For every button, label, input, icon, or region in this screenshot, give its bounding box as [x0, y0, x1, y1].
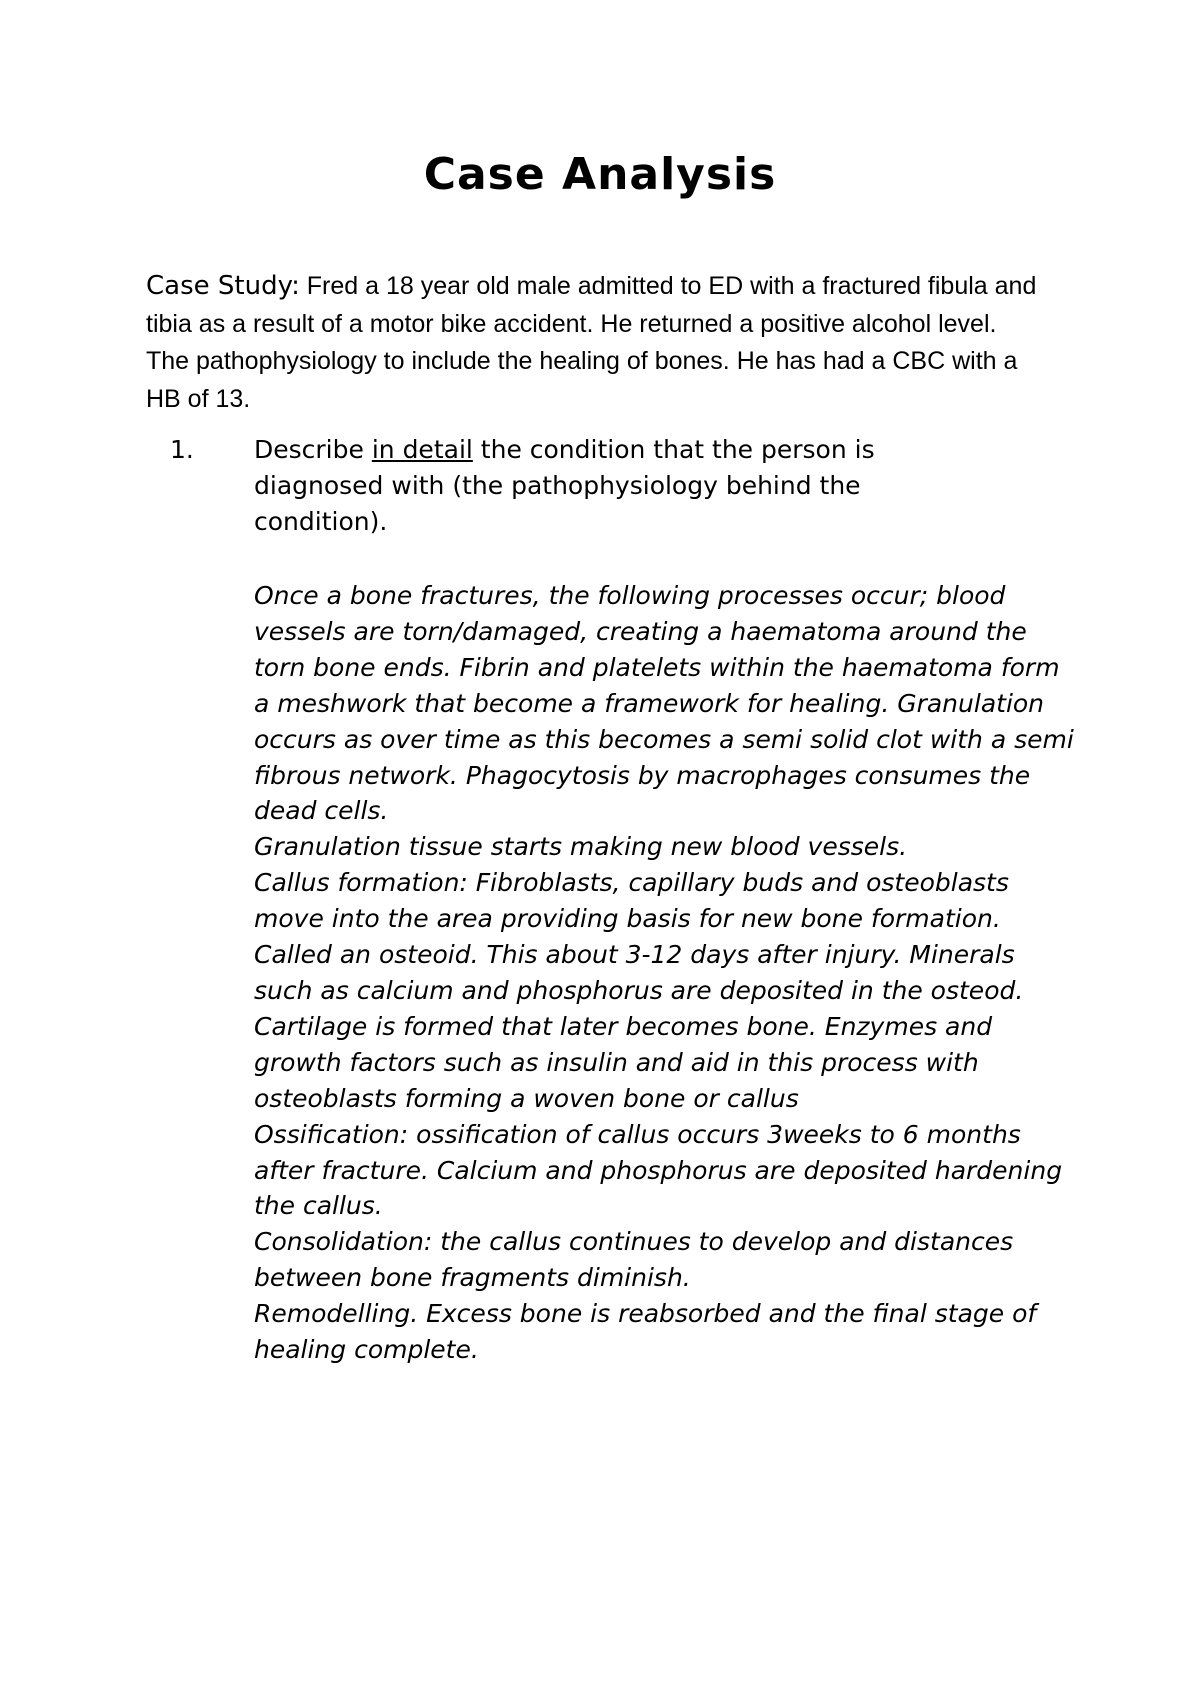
question-text-underlined: in detail	[371, 435, 473, 464]
answer-paragraph-ossification: Ossification: ossification of callus occurs 3weeks to 6 months after fracture. Calcium and phosphorus are deposited hardening the callus.	[254, 1119, 1063, 1221]
case-study-text: Fred a 18 year old male admitted to ED with a fractured fibula and tibia as a result of a motor bike accident. He returned a positive alcohol level. The pathophysiology to include the healing of bones. He has had a CBC with a HB of 13.	[146, 272, 1037, 413]
question-number: 1.	[170, 435, 194, 464]
answer-paragraph-callus: Callus formation: Fibroblasts, capillary buds and osteoblasts move into the area providing basis for new bone formation. Called an osteoid. This about 3-12 days after injury. Minerals such as calcium and phosphorus are deposited in the osteod. Cartilage is formed that later becomes bone. Enzymes and growth factors such as insulin and aid in this process with osteoblasts forming a woven bone or callus	[254, 868, 1024, 1113]
answer-paragraph-remodelling: Remodelling. Excess bone is reabsorbed and the final stage of healing complete.	[254, 1299, 1037, 1365]
answer-block	[254, 578, 1074, 1368]
answer-paragraph-granulation: Granulation tissue starts making new blood vessels.	[254, 832, 908, 862]
case-study-paragraph	[146, 268, 1046, 418]
answer-paragraph-overview: Once a bone fractures, the following processes occur; blood vessels are torn/damaged, creating a haematoma around the torn bone ends. Fibrin and platelets within the haematoma form a meshwork that become a framework for healing. Granulation occurs as over time as this becomes a semi solid clot with a semi fibrous network. Phagocytosis by macrophages consumes the dead cells.	[254, 581, 1074, 826]
question-text-end: the condition that the person is diagnosed with (the pathophysiology behind the condition).	[254, 435, 875, 536]
answer-paragraph-consolidation: Consolidation: the callus continues to develop and distances between bone fragments diminish.	[254, 1227, 1014, 1293]
question-text	[254, 432, 994, 540]
question-text-start: Describe	[254, 435, 372, 464]
case-study-label: Case Study:	[146, 271, 300, 301]
page-title: Case Analysis	[423, 149, 777, 200]
